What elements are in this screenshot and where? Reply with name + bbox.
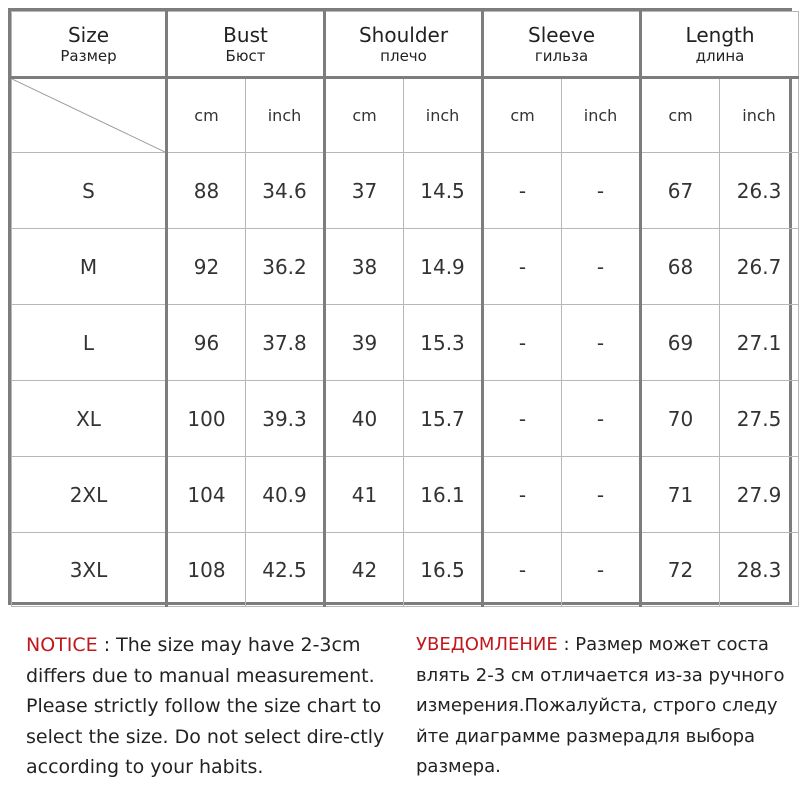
bust-inch-value: 42.5 — [246, 533, 325, 607]
sleeve-inch-value: - — [562, 229, 641, 305]
header-shoulder-ru: плечо — [380, 47, 427, 65]
length-cm-value: 68 — [641, 229, 720, 305]
notice-label-ru: УВЕДОМЛЕНИЕ — [416, 634, 558, 655]
bust-inch-value: 39.3 — [246, 381, 325, 457]
notice-section — [0, 630, 800, 800]
unit-shoulder-cm: cm — [325, 78, 404, 153]
bust-cm-value: 88 — [167, 153, 246, 229]
bust-cm-value: 108 — [167, 533, 246, 607]
header-bust-en: Bust — [223, 23, 268, 47]
row-size: 2XL — [12, 457, 167, 533]
row-size: L — [12, 305, 167, 381]
length-cm-value: 71 — [641, 457, 720, 533]
header-size-ru: Размер — [60, 47, 117, 65]
table-row — [12, 533, 799, 607]
header-bust — [167, 12, 325, 78]
sleeve-cm-value: - — [483, 457, 562, 533]
unit-bust-inch: inch — [246, 78, 325, 153]
sleeve-inch-value: - — [562, 533, 641, 607]
shoulder-cm-value: 39 — [325, 305, 404, 381]
shoulder-inch-value: 14.9 — [404, 229, 483, 305]
header-size — [12, 12, 167, 78]
sleeve-cm-value: - — [483, 153, 562, 229]
unit-shoulder-inch: inch — [404, 78, 483, 153]
row-size: M — [12, 229, 167, 305]
header-sleeve-ru: гильза — [534, 47, 589, 65]
size-chart-table — [8, 8, 792, 605]
shoulder-inch-value: 16.1 — [404, 457, 483, 533]
notice-text-ru: : Размер может соста влять 2-3 см отличается из-за ручного измерения.Пожалуйста, строго следу йте диаграмме размерадля выбора размера. — [416, 634, 785, 777]
table-row — [12, 457, 799, 533]
diagonal-line — [12, 79, 165, 152]
unit-length-cm: cm — [641, 78, 720, 153]
table-row — [12, 305, 799, 381]
table-row — [12, 153, 799, 229]
shoulder-inch-value: 16.5 — [404, 533, 483, 607]
header-bust-ru: Бюст — [225, 47, 266, 65]
header-shoulder — [325, 12, 483, 78]
length-inch-value: 26.3 — [720, 153, 799, 229]
diagonal-corner-cell — [12, 78, 167, 153]
length-inch-value: 27.1 — [720, 305, 799, 381]
row-size: XL — [12, 381, 167, 457]
length-inch-value: 28.3 — [720, 533, 799, 607]
header-length — [641, 12, 799, 78]
header-length-en: Length — [685, 23, 755, 47]
shoulder-cm-value: 40 — [325, 381, 404, 457]
table-row — [12, 229, 799, 305]
header-length-ru: длина — [695, 47, 745, 65]
length-inch-value: 27.5 — [720, 381, 799, 457]
unit-bust-cm: cm — [167, 78, 246, 153]
shoulder-cm-value: 37 — [325, 153, 404, 229]
sleeve-cm-value: - — [483, 229, 562, 305]
length-inch-value: 27.9 — [720, 457, 799, 533]
sleeve-inch-value: - — [562, 457, 641, 533]
row-size: 3XL — [12, 533, 167, 607]
bust-cm-value: 96 — [167, 305, 246, 381]
unit-sleeve-inch: inch — [562, 78, 641, 153]
table-row — [12, 381, 799, 457]
shoulder-cm-value: 42 — [325, 533, 404, 607]
sleeve-cm-value: - — [483, 305, 562, 381]
length-cm-value: 72 — [641, 533, 720, 607]
shoulder-inch-value: 15.7 — [404, 381, 483, 457]
bust-inch-value: 37.8 — [246, 305, 325, 381]
bust-inch-value: 36.2 — [246, 229, 325, 305]
length-cm-value: 70 — [641, 381, 720, 457]
bust-cm-value: 104 — [167, 457, 246, 533]
shoulder-inch-value: 15.3 — [404, 305, 483, 381]
bust-inch-value: 34.6 — [246, 153, 325, 229]
bust-cm-value: 92 — [167, 229, 246, 305]
header-shoulder-en: Shoulder — [358, 23, 449, 47]
sleeve-inch-value: - — [562, 305, 641, 381]
notice-text-en: : The size may have 2-3cm differs due to manual measurement. Please strictly follow the size chart to select the size. Do not select dire-ctly according to your habits. — [26, 634, 385, 778]
bust-inch-value: 40.9 — [246, 457, 325, 533]
sleeve-inch-value: - — [562, 381, 641, 457]
size-rows — [12, 153, 799, 607]
length-inch-value: 26.7 — [720, 229, 799, 305]
header-size-en: Size — [67, 23, 110, 47]
unit-length-inch: inch — [720, 78, 799, 153]
notice-label-en: NOTICE — [26, 634, 98, 656]
length-cm-value: 69 — [641, 305, 720, 381]
unit-sleeve-cm: cm — [483, 78, 562, 153]
row-size: S — [12, 153, 167, 229]
length-cm-value: 67 — [641, 153, 720, 229]
bust-cm-value: 100 — [167, 381, 246, 457]
shoulder-cm-value: 41 — [325, 457, 404, 533]
sleeve-inch-value: - — [562, 153, 641, 229]
shoulder-cm-value: 38 — [325, 229, 404, 305]
notice-russian — [416, 630, 788, 783]
notice-english — [26, 630, 398, 783]
header-sleeve-en: Sleeve — [528, 23, 596, 47]
header-sleeve — [483, 12, 641, 78]
sleeve-cm-value: - — [483, 533, 562, 607]
sleeve-cm-value: - — [483, 381, 562, 457]
shoulder-inch-value: 14.5 — [404, 153, 483, 229]
